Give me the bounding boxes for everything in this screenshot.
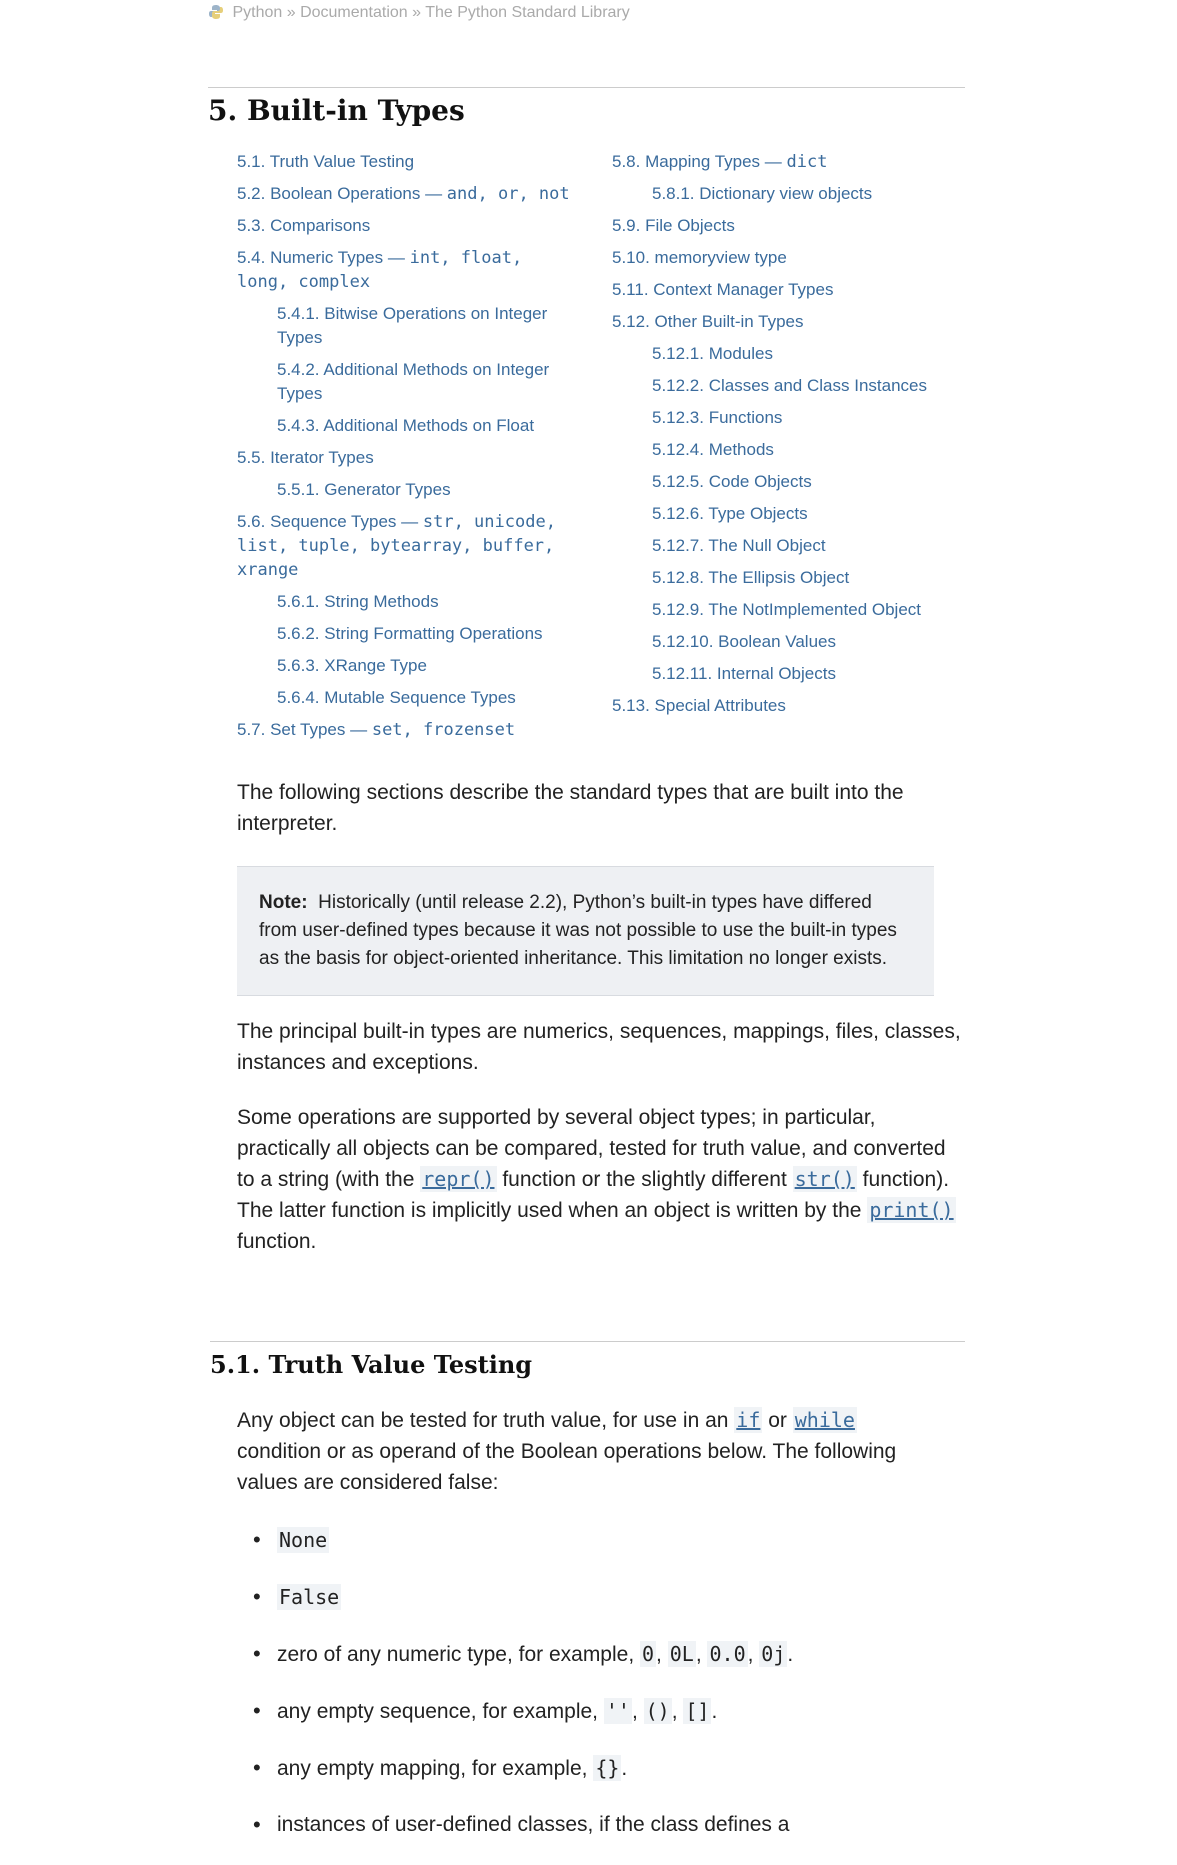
none-literal: None xyxy=(279,1528,328,1552)
title-divider xyxy=(208,87,965,88)
toc-link[interactable] xyxy=(277,360,549,403)
toc-link-code: str, unicode, list, tuple, bytearray, buffer, xrange xyxy=(237,512,556,580)
code-literal: 0 xyxy=(642,1642,655,1666)
toc-link[interactable] xyxy=(277,688,516,707)
toc-link[interactable] xyxy=(652,408,782,427)
toc-link-text: 5.12. Other Built-in Types xyxy=(612,312,804,331)
list-item: • any empty mapping, for example, {}. xyxy=(253,1751,793,1808)
toc-link-text: 5.12.11. Internal Objects xyxy=(652,664,836,683)
note-box xyxy=(237,866,934,996)
toc-item xyxy=(612,406,952,430)
toc-item xyxy=(612,502,952,526)
toc-link[interactable] xyxy=(277,624,543,643)
toc-link-text: 5.6.3. XRange Type xyxy=(277,656,427,675)
table-of-contents-right xyxy=(612,150,952,726)
toc-link[interactable] xyxy=(652,600,921,619)
toc-link[interactable] xyxy=(652,344,773,363)
text-span: instances of user-defined classes, if the class defines a xyxy=(277,1813,790,1836)
breadcrumb-separator: » xyxy=(282,4,301,21)
toc-link-text: 5.12.2. Classes and Class Instances xyxy=(652,376,927,395)
toc-link[interactable] xyxy=(652,632,836,651)
while-statement-link[interactable]: while xyxy=(794,1408,855,1432)
toc-link[interactable] xyxy=(237,512,556,579)
toc-link-text: 5.5. Iterator Types xyxy=(237,448,374,467)
toc-link[interactable] xyxy=(612,280,833,299)
toc-item xyxy=(237,590,582,614)
code-literal: 0L xyxy=(669,1642,694,1666)
toc-item xyxy=(612,598,952,622)
toc-link[interactable] xyxy=(237,720,515,739)
toc-link-text: 5.1. Truth Value Testing xyxy=(237,152,415,171)
text-span: or xyxy=(762,1409,793,1432)
intro-paragraph: The following sections describe the standard types that are built into the interpreter. xyxy=(237,781,904,835)
toc-link[interactable] xyxy=(652,472,812,491)
python-logo-icon xyxy=(208,4,224,20)
toc-link[interactable] xyxy=(652,376,927,395)
toc-link[interactable] xyxy=(612,248,787,267)
toc-link-text: 5.6.4. Mutable Sequence Types xyxy=(277,688,516,707)
toc-item xyxy=(237,302,582,350)
section-divider xyxy=(210,1341,965,1342)
toc-link-code: set, frozenset xyxy=(371,720,516,740)
toc-link-text: 5.12.9. The NotImplemented Object xyxy=(652,600,922,619)
toc-link-text: 5.4.2. Additional Methods on Integer Types xyxy=(277,360,550,403)
breadcrumb-library-link[interactable]: The Python Standard Library xyxy=(425,4,630,21)
toc-link[interactable] xyxy=(652,184,872,203)
breadcrumb xyxy=(208,0,630,26)
toc-link[interactable] xyxy=(237,152,414,171)
toc-link-text: 5.12.3. Functions xyxy=(652,408,783,427)
section-title: 5.1. Truth Value Testing xyxy=(210,1350,533,1379)
text-span: zero of any numeric type, for example, xyxy=(277,1643,640,1666)
toc-item xyxy=(612,438,952,462)
breadcrumb-docs-link[interactable]: Documentation xyxy=(300,4,408,21)
toc-item xyxy=(612,278,952,302)
toc-link[interactable] xyxy=(277,656,427,675)
toc-item xyxy=(237,446,582,470)
false-values-list xyxy=(253,1523,793,1865)
toc-item xyxy=(237,358,582,406)
toc-item xyxy=(237,718,582,742)
toc-link[interactable] xyxy=(237,248,522,291)
toc-link[interactable] xyxy=(237,448,374,467)
note-body: Historically (until release 2.2), Python’s built-in types have differed from user-defined types because it was not possible to use the built-in types as the basis for object-oriented inheritance. This limitation no longer exists. xyxy=(259,892,897,969)
toc-item xyxy=(612,566,952,590)
toc-link[interactable] xyxy=(652,664,836,683)
toc-item xyxy=(237,510,582,582)
toc-link-text: 5.12.8. The Ellipsis Object xyxy=(652,568,850,587)
text-span: function). The latter function is implicitly used when an object is written by the xyxy=(237,1168,950,1222)
operations-paragraph xyxy=(237,1102,967,1257)
toc-item xyxy=(612,662,952,686)
toc-link-text: 5.12.4. Methods xyxy=(652,440,774,459)
note-text xyxy=(237,867,934,973)
toc-item xyxy=(612,150,952,174)
code-literal: 0j xyxy=(761,1642,786,1666)
toc-link-text: 5.10. memoryview type xyxy=(612,248,787,267)
list-item xyxy=(253,1523,793,1580)
toc-link-text: 5.11. Context Manager Types xyxy=(612,280,834,299)
table-of-contents-left xyxy=(237,150,582,750)
toc-item xyxy=(237,150,582,174)
toc-item xyxy=(237,414,582,438)
toc-item xyxy=(612,342,952,366)
toc-link-text: 5.4. Numeric Types — xyxy=(237,248,410,267)
toc-item xyxy=(237,246,582,294)
toc-link-text: 5.5.1. Generator Types xyxy=(277,480,451,499)
toc-link[interactable] xyxy=(277,304,547,347)
note-label: Note: xyxy=(259,892,308,913)
text-span: Some operations are supported by several object types; in particular, practically all objects can be compared, tested for truth value, and converted to a string (with the xyxy=(237,1106,946,1191)
toc-link[interactable] xyxy=(277,480,451,499)
toc-link-text: 5.12.6. Type Objects xyxy=(652,504,808,523)
toc-item xyxy=(612,630,952,654)
text-span: any empty mapping, for example, xyxy=(277,1757,594,1780)
toc-link-text: 5.4.1. Bitwise Operations on Integer Types xyxy=(277,304,548,347)
text-span: function or the slightly different xyxy=(496,1168,793,1191)
toc-link-text: 5.6.1. String Methods xyxy=(277,592,439,611)
text-span: any empty sequence, for example, xyxy=(277,1700,604,1723)
false-literal: False xyxy=(279,1585,340,1609)
toc-link-code: dict xyxy=(786,152,828,172)
principal-types-paragraph: The principal built-in types are numerics, sequences, mappings, files, classes, instances and exceptions. xyxy=(237,1020,961,1074)
code-literal: {} xyxy=(595,1756,620,1780)
toc-link-text: 5.12.1. Modules xyxy=(652,344,773,363)
list-item xyxy=(253,1580,793,1637)
toc-link-code: and, or, not xyxy=(446,184,570,204)
toc-link-text: 5.12.5. Code Objects xyxy=(652,472,812,491)
breadcrumb-python-link[interactable]: Python xyxy=(232,4,283,21)
toc-link[interactable] xyxy=(612,216,735,235)
toc-item xyxy=(612,182,952,206)
toc-link-text: 5.8. Mapping Types — xyxy=(612,152,787,171)
toc-item xyxy=(612,214,952,238)
toc-item xyxy=(612,694,952,718)
toc-link-text: 5.6.2. String Formatting Operations xyxy=(277,624,543,643)
code-literal: '' xyxy=(605,1699,630,1723)
list-item: • zero of any numeric type, for example, 0, 0L, 0.0, 0j. xyxy=(253,1637,793,1694)
toc-link[interactable] xyxy=(652,568,849,587)
toc-link-code: int, float, long, complex xyxy=(237,248,523,292)
code-literal: () xyxy=(645,1699,670,1723)
toc-link-text: 5.13. Special Attributes xyxy=(612,696,786,715)
toc-item xyxy=(237,654,582,678)
toc-link[interactable] xyxy=(237,216,370,235)
toc-link[interactable] xyxy=(652,440,774,459)
toc-link-text: 5.7. Set Types — xyxy=(237,720,372,739)
toc-item xyxy=(612,246,952,270)
text-span: condition or as operand of the Boolean operations below. The following values are considered false: xyxy=(237,1440,897,1494)
toc-link[interactable] xyxy=(277,592,439,611)
toc-item xyxy=(237,214,582,238)
list-item xyxy=(253,1808,793,1865)
toc-link-text: 5.12.7. The Null Object xyxy=(652,536,826,555)
if-statement-link[interactable]: if xyxy=(736,1408,761,1432)
code-literal: 0.0 xyxy=(709,1642,746,1666)
code-literal: [] xyxy=(685,1699,710,1723)
toc-item xyxy=(612,374,952,398)
text-span: function. xyxy=(237,1230,317,1253)
toc-link-text: 5.4.3. Additional Methods on Float xyxy=(277,416,535,435)
toc-link-text: 5.12.10. Boolean Values xyxy=(652,632,836,651)
toc-link-text: 5.8.1. Dictionary view objects xyxy=(652,184,873,203)
str-function-link[interactable]: str() xyxy=(794,1167,855,1191)
toc-link[interactable] xyxy=(652,536,826,555)
toc-link[interactable] xyxy=(277,416,534,435)
toc-link[interactable] xyxy=(612,312,804,331)
toc-item xyxy=(612,310,952,334)
list-item: • any empty sequence, for example, '', (), []. xyxy=(253,1694,793,1751)
breadcrumb-separator: » xyxy=(407,4,426,21)
toc-item xyxy=(612,470,952,494)
toc-item xyxy=(237,622,582,646)
repr-function-link[interactable]: repr() xyxy=(422,1167,495,1191)
toc-link[interactable] xyxy=(237,184,570,203)
toc-link-text: 5.9. File Objects xyxy=(612,216,735,235)
page-title: 5. Built-in Types xyxy=(208,94,465,127)
toc-item xyxy=(237,182,582,206)
toc-link[interactable] xyxy=(612,152,827,171)
toc-link-text: 5.6. Sequence Types — xyxy=(237,512,423,531)
toc-link-text: 5.2. Boolean Operations — xyxy=(237,184,447,203)
text-span: Any object can be tested for truth value, for use in an xyxy=(237,1409,735,1432)
toc-link[interactable] xyxy=(612,696,786,715)
toc-link[interactable] xyxy=(652,504,808,523)
toc-item xyxy=(237,478,582,502)
toc-item xyxy=(237,686,582,710)
toc-link-text: 5.3. Comparisons xyxy=(237,216,371,235)
truth-value-paragraph xyxy=(237,1405,927,1498)
print-function-link[interactable]: print() xyxy=(869,1198,954,1222)
toc-item xyxy=(612,534,952,558)
